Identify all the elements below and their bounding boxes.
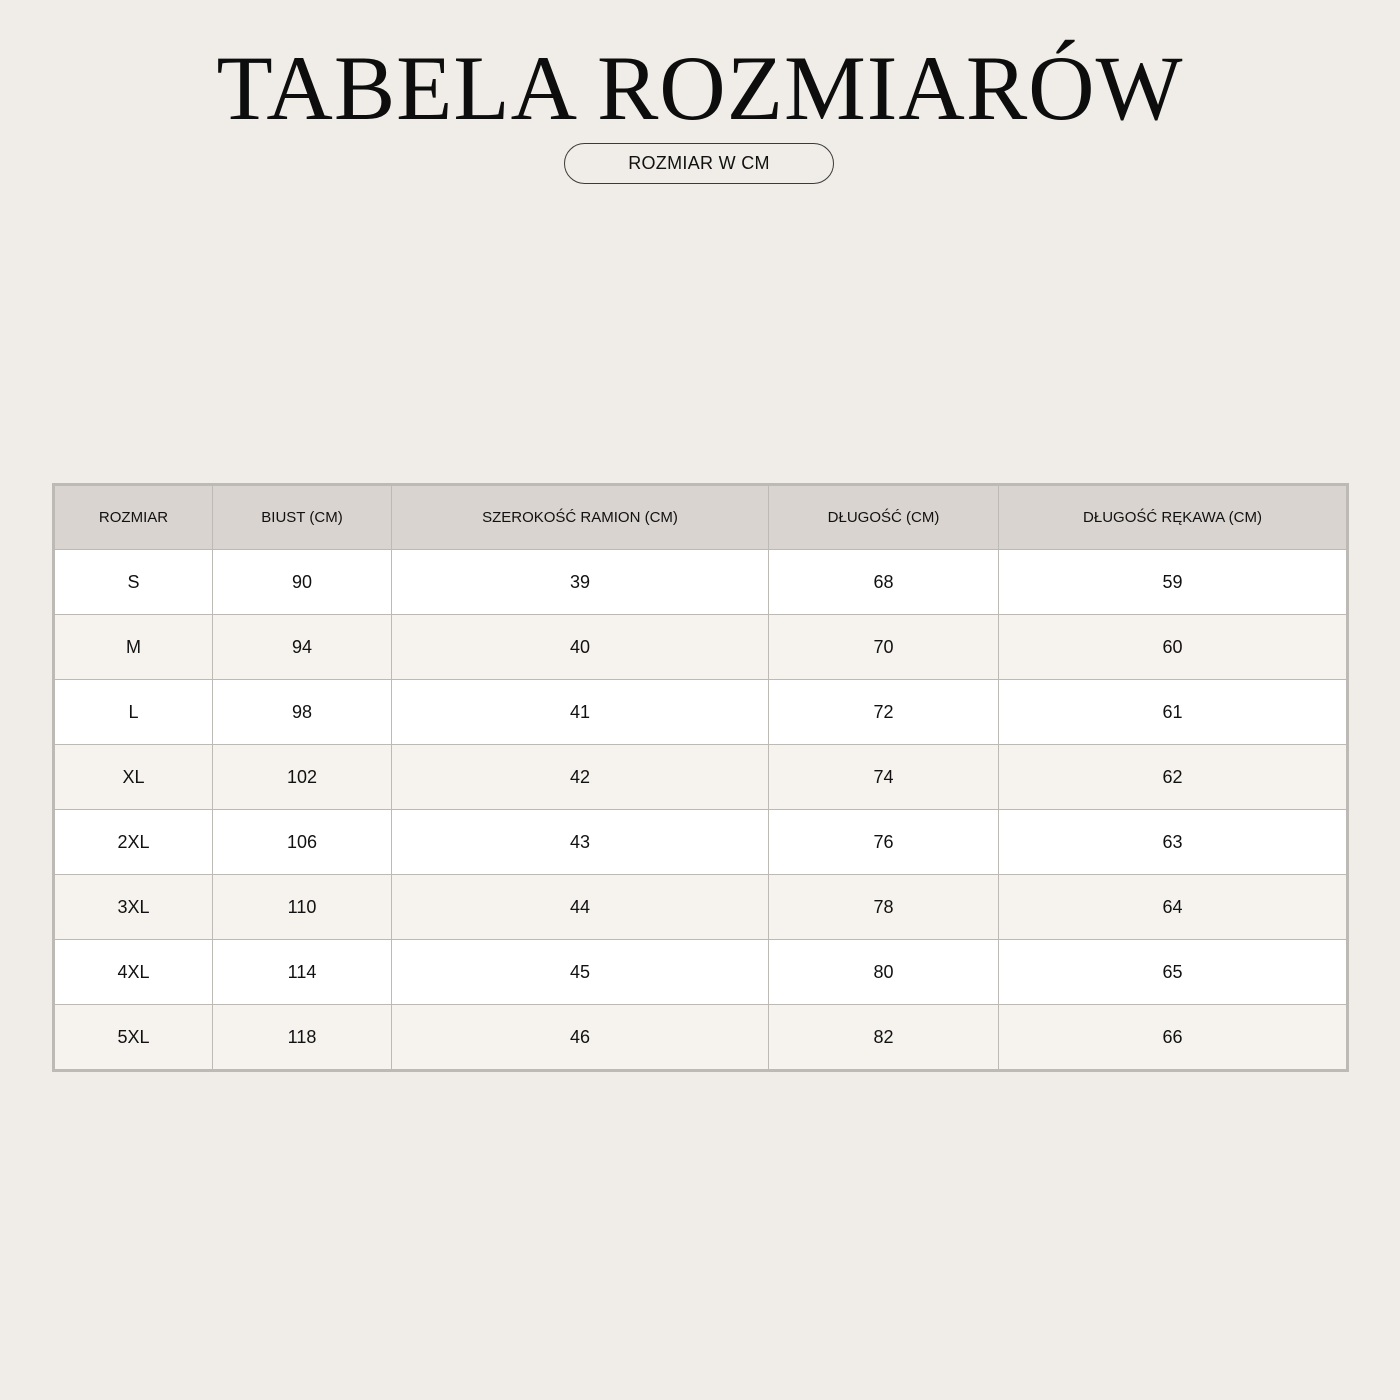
cell-size: L xyxy=(55,680,213,745)
cell-size: 4XL xyxy=(55,940,213,1005)
cell-length: 72 xyxy=(769,680,999,745)
cell-sleeve-length: 63 xyxy=(999,810,1347,875)
cell-sleeve-length: 64 xyxy=(999,875,1347,940)
cell-shoulder-width: 44 xyxy=(392,875,769,940)
table-row xyxy=(55,550,1347,615)
table-row xyxy=(55,680,1347,745)
header-bust: BIUST (CM) xyxy=(213,486,392,550)
cell-size: XL xyxy=(55,745,213,810)
cell-size: 5XL xyxy=(55,1005,213,1070)
table-row xyxy=(55,875,1347,940)
header-size: ROZMIAR xyxy=(55,486,213,550)
cell-shoulder-width: 46 xyxy=(392,1005,769,1070)
cell-size: M xyxy=(55,615,213,680)
table-row xyxy=(55,810,1347,875)
cell-size: S xyxy=(55,550,213,615)
page-title: TABELA ROZMIARÓW xyxy=(216,37,1184,139)
table-row xyxy=(55,940,1347,1005)
cell-shoulder-width: 43 xyxy=(392,810,769,875)
size-table-container xyxy=(52,483,1349,1072)
table-header-row xyxy=(55,486,1347,550)
table-row xyxy=(55,1005,1347,1070)
cell-sleeve-length: 61 xyxy=(999,680,1347,745)
cell-sleeve-length: 62 xyxy=(999,745,1347,810)
cell-shoulder-width: 45 xyxy=(392,940,769,1005)
table-row xyxy=(55,615,1347,680)
cell-length: 78 xyxy=(769,875,999,940)
cell-bust: 114 xyxy=(213,940,392,1005)
cell-shoulder-width: 39 xyxy=(392,550,769,615)
cell-bust: 102 xyxy=(213,745,392,810)
cell-length: 80 xyxy=(769,940,999,1005)
cell-sleeve-length: 66 xyxy=(999,1005,1347,1070)
unit-badge xyxy=(564,143,834,184)
cell-bust: 90 xyxy=(213,550,392,615)
cell-sleeve-length: 59 xyxy=(999,550,1347,615)
cell-size: 3XL xyxy=(55,875,213,940)
cell-size: 2XL xyxy=(55,810,213,875)
cell-length: 70 xyxy=(769,615,999,680)
cell-bust: 106 xyxy=(213,810,392,875)
cell-bust: 98 xyxy=(213,680,392,745)
cell-length: 82 xyxy=(769,1005,999,1070)
cell-sleeve-length: 60 xyxy=(999,615,1347,680)
cell-sleeve-length: 65 xyxy=(999,940,1347,1005)
cell-bust: 94 xyxy=(213,615,392,680)
cell-bust: 110 xyxy=(213,875,392,940)
cell-bust: 118 xyxy=(213,1005,392,1070)
table-row xyxy=(55,745,1347,810)
cell-length: 76 xyxy=(769,810,999,875)
cell-shoulder-width: 41 xyxy=(392,680,769,745)
cell-shoulder-width: 42 xyxy=(392,745,769,810)
header-sleeve-length: DŁUGOŚĆ RĘKAWA (CM) xyxy=(999,486,1347,550)
size-table xyxy=(54,485,1347,1070)
cell-length: 68 xyxy=(769,550,999,615)
cell-shoulder-width: 40 xyxy=(392,615,769,680)
header-shoulder-width: SZEROKOŚĆ RAMION (CM) xyxy=(392,486,769,550)
unit-badge-label: ROZMIAR W CM xyxy=(628,153,770,173)
cell-length: 74 xyxy=(769,745,999,810)
header-length: DŁUGOŚĆ (CM) xyxy=(769,486,999,550)
